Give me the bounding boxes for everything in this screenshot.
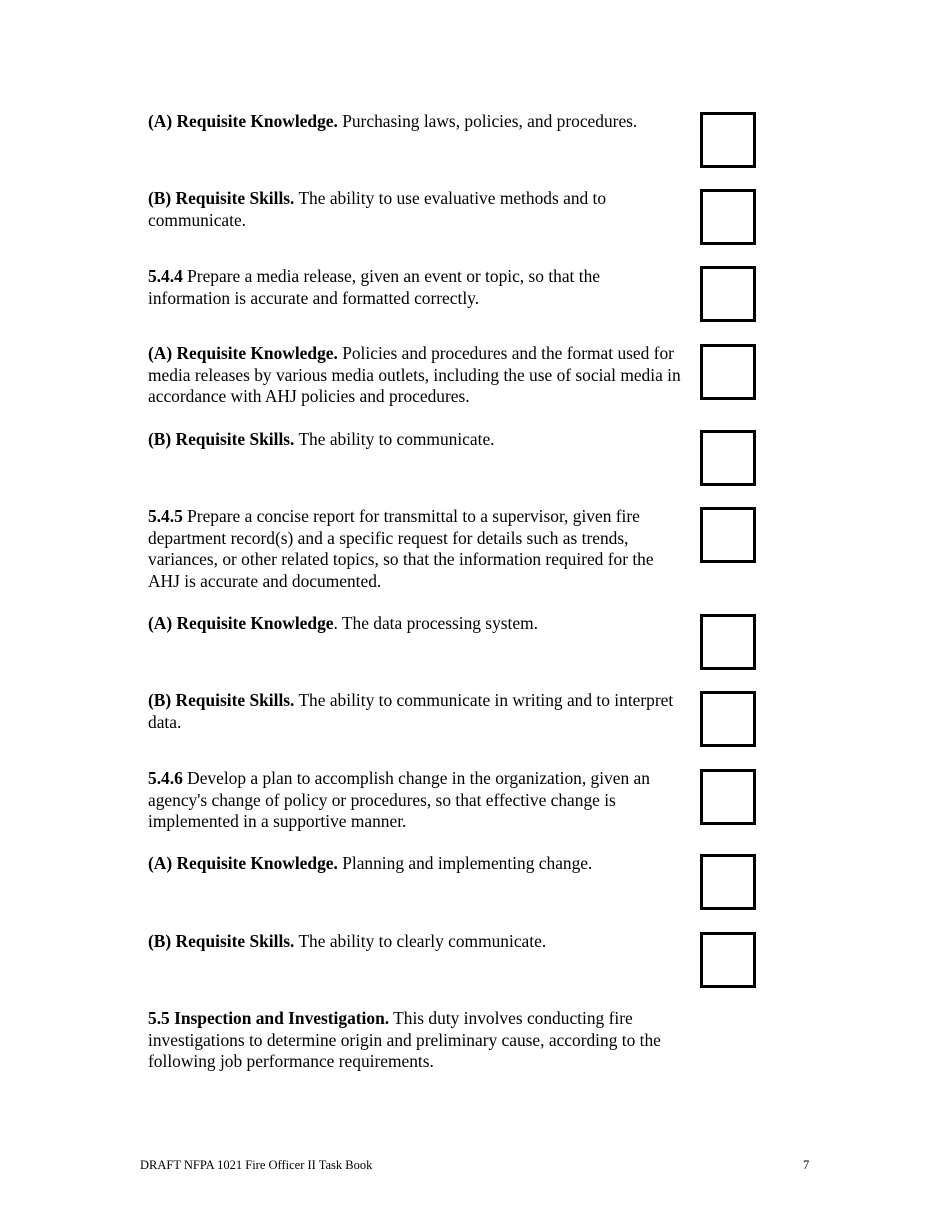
requirement-label: (B) Requisite Skills. — [148, 931, 295, 951]
requirement-text: Planning and implementing change. — [337, 853, 593, 873]
requirement-paragraph — [148, 690, 683, 733]
signoff-checkbox[interactable] — [700, 932, 756, 988]
requirement-label: (A) Requisite Knowledge. — [148, 111, 338, 131]
requirement-text: The ability to clearly communicate. — [294, 931, 547, 951]
requirement-label: (A) Requisite Knowledge — [148, 613, 334, 633]
requirement-paragraph — [148, 931, 683, 953]
requirement-text: Prepare a media release, given an event or topic, so that the information is accurate and formatted correctly. — [148, 266, 600, 308]
requirement-text: Policies and procedures and the format used for media releases by various media outlets, including the use of social media in accordance with AHJ policies and procedures. — [148, 343, 681, 406]
footer-title: DRAFT NFPA 1021 Fire Officer II Task Book — [140, 1158, 373, 1172]
requirement-text: Develop a plan to accomplish change in the organization, given an agency's change of policy or procedures, so that effective change is implemented in a supportive manner. — [148, 768, 650, 831]
requirement-paragraph — [148, 506, 683, 592]
section-heading-label: 5.5 Inspection and Investigation. — [148, 1008, 390, 1028]
signoff-checkbox[interactable] — [700, 430, 756, 486]
requirement-paragraph — [148, 768, 683, 833]
requirement-label: (B) Requisite Skills. — [148, 188, 295, 208]
section-heading-paragraph — [148, 1008, 683, 1073]
requirement-label: (A) Requisite Knowledge. — [148, 853, 338, 873]
page-number: 7 — [803, 1158, 810, 1172]
requirement-text: The ability to communicate in writing and to interpret data. — [148, 690, 674, 732]
requirement-text: The ability to use evaluative methods and to communicate. — [148, 188, 607, 230]
requirement-text: . The data processing system. — [333, 613, 538, 633]
requirement-text: Purchasing laws, policies, and procedures. — [337, 111, 638, 131]
requirement-label: (B) Requisite Skills. — [148, 690, 295, 710]
requirement-label: 5.4.6 — [148, 768, 183, 788]
signoff-checkbox[interactable] — [700, 266, 756, 322]
requirement-paragraph — [148, 429, 683, 451]
requirement-text: The ability to communicate. — [294, 429, 495, 449]
signoff-checkbox[interactable] — [700, 507, 756, 563]
requirement-paragraph — [148, 613, 683, 635]
requirement-paragraph — [148, 188, 683, 231]
requirement-paragraph — [148, 343, 683, 408]
requirement-paragraph — [148, 266, 683, 309]
requirement-label: 5.4.5 — [148, 506, 183, 526]
section-heading-text: This duty involves conducting fire investigations to determine origin and preliminary cause, according to the following job performance requirements. — [148, 1008, 661, 1071]
signoff-checkbox[interactable] — [700, 189, 756, 245]
signoff-checkbox[interactable] — [700, 112, 756, 168]
requirement-paragraph — [148, 111, 683, 133]
requirement-label: (A) Requisite Knowledge. — [148, 343, 338, 363]
requirement-text: Prepare a concise report for transmittal to a supervisor, given fire department record(s) and a specific request for details such as trends, variances, or other related topics, so that the information required for the AHJ is accurate and documented. — [148, 506, 654, 591]
signoff-checkbox[interactable] — [700, 854, 756, 910]
signoff-checkbox[interactable] — [700, 691, 756, 747]
signoff-checkbox[interactable] — [700, 344, 756, 400]
signoff-checkbox[interactable] — [700, 769, 756, 825]
requirement-label: (B) Requisite Skills. — [148, 429, 295, 449]
requirement-paragraph — [148, 853, 683, 875]
requirement-label: 5.4.4 — [148, 266, 183, 286]
signoff-checkbox[interactable] — [700, 614, 756, 670]
